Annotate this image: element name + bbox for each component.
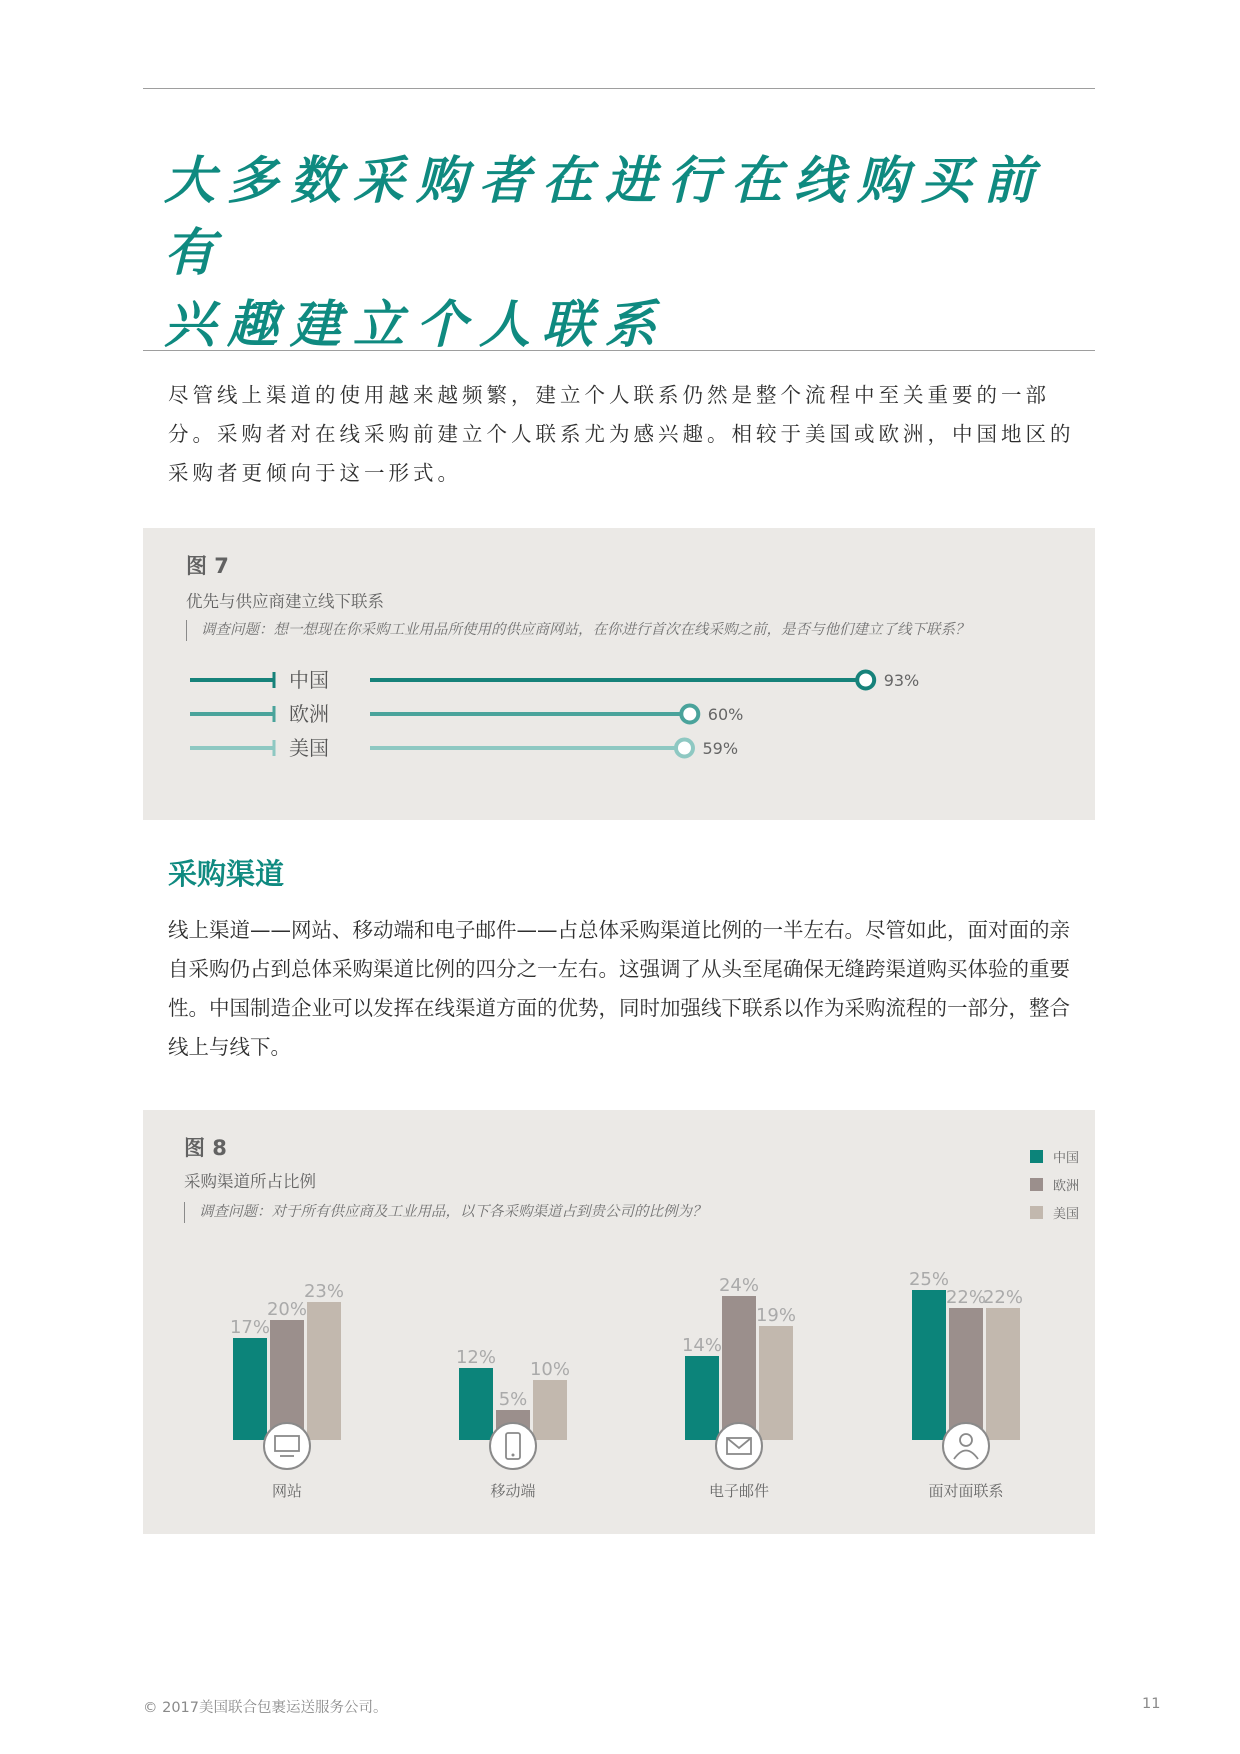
fig8-legend-swatch-europe bbox=[1030, 1178, 1043, 1191]
fig8-value-label-face-to-face-europe: 22% bbox=[945, 1287, 987, 1308]
figure-8-label: 图 8 bbox=[184, 1136, 227, 1160]
fig8-value-label-email-usa: 19% bbox=[755, 1305, 797, 1326]
fig8-category-label-email: 电子邮件 bbox=[708, 1482, 770, 1500]
fig8-bar-mobile-usa bbox=[533, 1380, 567, 1440]
page-number: 11 bbox=[1142, 1696, 1161, 1712]
footer-copyright: © 2017美国联合包裹运送服务公司。 bbox=[143, 1700, 388, 1716]
fig8-legend-label-usa: 美国 bbox=[1053, 1207, 1080, 1222]
fig8-legend-swatch-usa bbox=[1030, 1206, 1043, 1219]
phone-button-shape bbox=[512, 1454, 515, 1457]
fig8-value-label-website-europe: 20% bbox=[266, 1299, 308, 1320]
fig8-value-label-mobile-usa: 10% bbox=[529, 1359, 571, 1380]
fig7-category-label-usa: 美国 bbox=[289, 736, 329, 760]
figure-7-subtitle: 优先与供应商建立线下联系 bbox=[186, 592, 384, 611]
fig8-bar-face-to-face-china bbox=[912, 1290, 946, 1440]
fig8-value-label-mobile-europe: 5% bbox=[498, 1389, 528, 1410]
page-title bbox=[164, 146, 1094, 362]
fig8-bar-email-usa bbox=[759, 1326, 793, 1440]
fig8-value-label-email-china: 14% bbox=[681, 1335, 723, 1356]
fig7-category-label-europe: 欧洲 bbox=[289, 702, 329, 726]
figure-7-label: 图 7 bbox=[186, 554, 229, 578]
fig8-bar-mobile-china bbox=[459, 1368, 493, 1440]
figure-8-question: 调查问题：对于所有供应商及工业用品，以下各采购渠道占到贵公司的比例为？ bbox=[184, 1202, 707, 1223]
fig8-legend-label-europe: 欧洲 bbox=[1053, 1179, 1080, 1194]
fig8-value-label-mobile-china: 12% bbox=[455, 1347, 497, 1368]
title-line-2: 兴趣建立个人联系 bbox=[164, 296, 669, 355]
email-icon bbox=[716, 1423, 762, 1469]
figure-8-subtitle: 采购渠道所占比例 bbox=[184, 1172, 316, 1191]
fig7-bar-end-usa bbox=[676, 740, 693, 757]
fig8-value-label-face-to-face-china: 25% bbox=[908, 1269, 950, 1290]
fig8-bar-face-to-face-europe bbox=[949, 1308, 983, 1440]
fig8-bar-email-europe bbox=[722, 1296, 756, 1440]
person-icon bbox=[943, 1423, 989, 1469]
section-paragraph: 线上渠道——网站、移动端和电子邮件——占总体采购渠道比例的一半左右。尽管如此，面对面的亲自采购仍占到总体采购渠道比例的四分之一左右。这强调了从头至尾确保无缝跨渠道购买体验的重要性。中国制造企业可以发挥在线渠道方面的优势，同时加强线下联系以作为采购流程的一部分，整合线上与线下。 bbox=[168, 918, 1070, 1059]
title-bottom-rule bbox=[143, 350, 1095, 351]
top-rule bbox=[143, 88, 1095, 89]
fig8-category-label-website: 网站 bbox=[271, 1482, 303, 1500]
figure-7-question: 调查问题：想一想现在你采购工业用品所使用的供应商网站，在你进行首次在线采购之前，是否与他们建立了线下联系？ bbox=[186, 620, 970, 641]
fig8-legend-label-china: 中国 bbox=[1053, 1151, 1080, 1166]
figure-8-panel bbox=[143, 1110, 1095, 1534]
fig8-bar-website-usa bbox=[307, 1302, 341, 1440]
fig7-value-label-europe: 60% bbox=[707, 705, 744, 724]
fig7-bar-end-china bbox=[857, 672, 874, 689]
fig8-icon-circle-email bbox=[716, 1423, 762, 1469]
monitor-icon bbox=[264, 1423, 310, 1469]
fig7-value-label-usa: 59% bbox=[702, 739, 739, 758]
fig8-value-label-website-china: 17% bbox=[229, 1317, 271, 1338]
section-heading-purchase-channels: 采购渠道 bbox=[168, 857, 285, 891]
fig8-category-label-face-to-face: 面对面联系 bbox=[928, 1482, 1004, 1500]
figure-7-chart bbox=[143, 656, 1095, 806]
title-line-1: 大多数采购者在进行在线购买前有 bbox=[164, 152, 1047, 283]
fig8-bar-face-to-face-usa bbox=[986, 1308, 1020, 1440]
fig8-icon-circle-mobile bbox=[490, 1423, 536, 1469]
fig8-category-label-mobile: 移动端 bbox=[490, 1482, 536, 1500]
fig8-legend-swatch-china bbox=[1030, 1150, 1043, 1163]
fig8-value-label-email-europe: 24% bbox=[718, 1275, 760, 1296]
figure-8-chart bbox=[143, 1110, 1095, 1534]
fig8-value-label-face-to-face-usa: 22% bbox=[982, 1287, 1024, 1308]
intro-paragraph: 尽管线上渠道的使用越来越频繁，建立个人联系仍然是整个流程中至关重要的一部分。采购者对在线采购前建立个人联系尤为感兴趣。相较于美国或欧洲，中国地区的采购者更倾向于这一形式。 bbox=[168, 383, 1075, 485]
fig8-bar-website-china bbox=[233, 1338, 267, 1440]
fig7-category-label-china: 中国 bbox=[289, 668, 329, 692]
fig8-bar-email-china bbox=[685, 1356, 719, 1440]
fig8-value-label-website-usa: 23% bbox=[303, 1281, 345, 1302]
figure-7-panel bbox=[143, 528, 1095, 820]
mobile-phone-icon bbox=[490, 1423, 536, 1469]
fig7-value-label-china: 93% bbox=[883, 671, 920, 690]
fig7-bar-end-europe bbox=[681, 706, 698, 723]
fig8-icon-circle-website bbox=[264, 1423, 310, 1469]
